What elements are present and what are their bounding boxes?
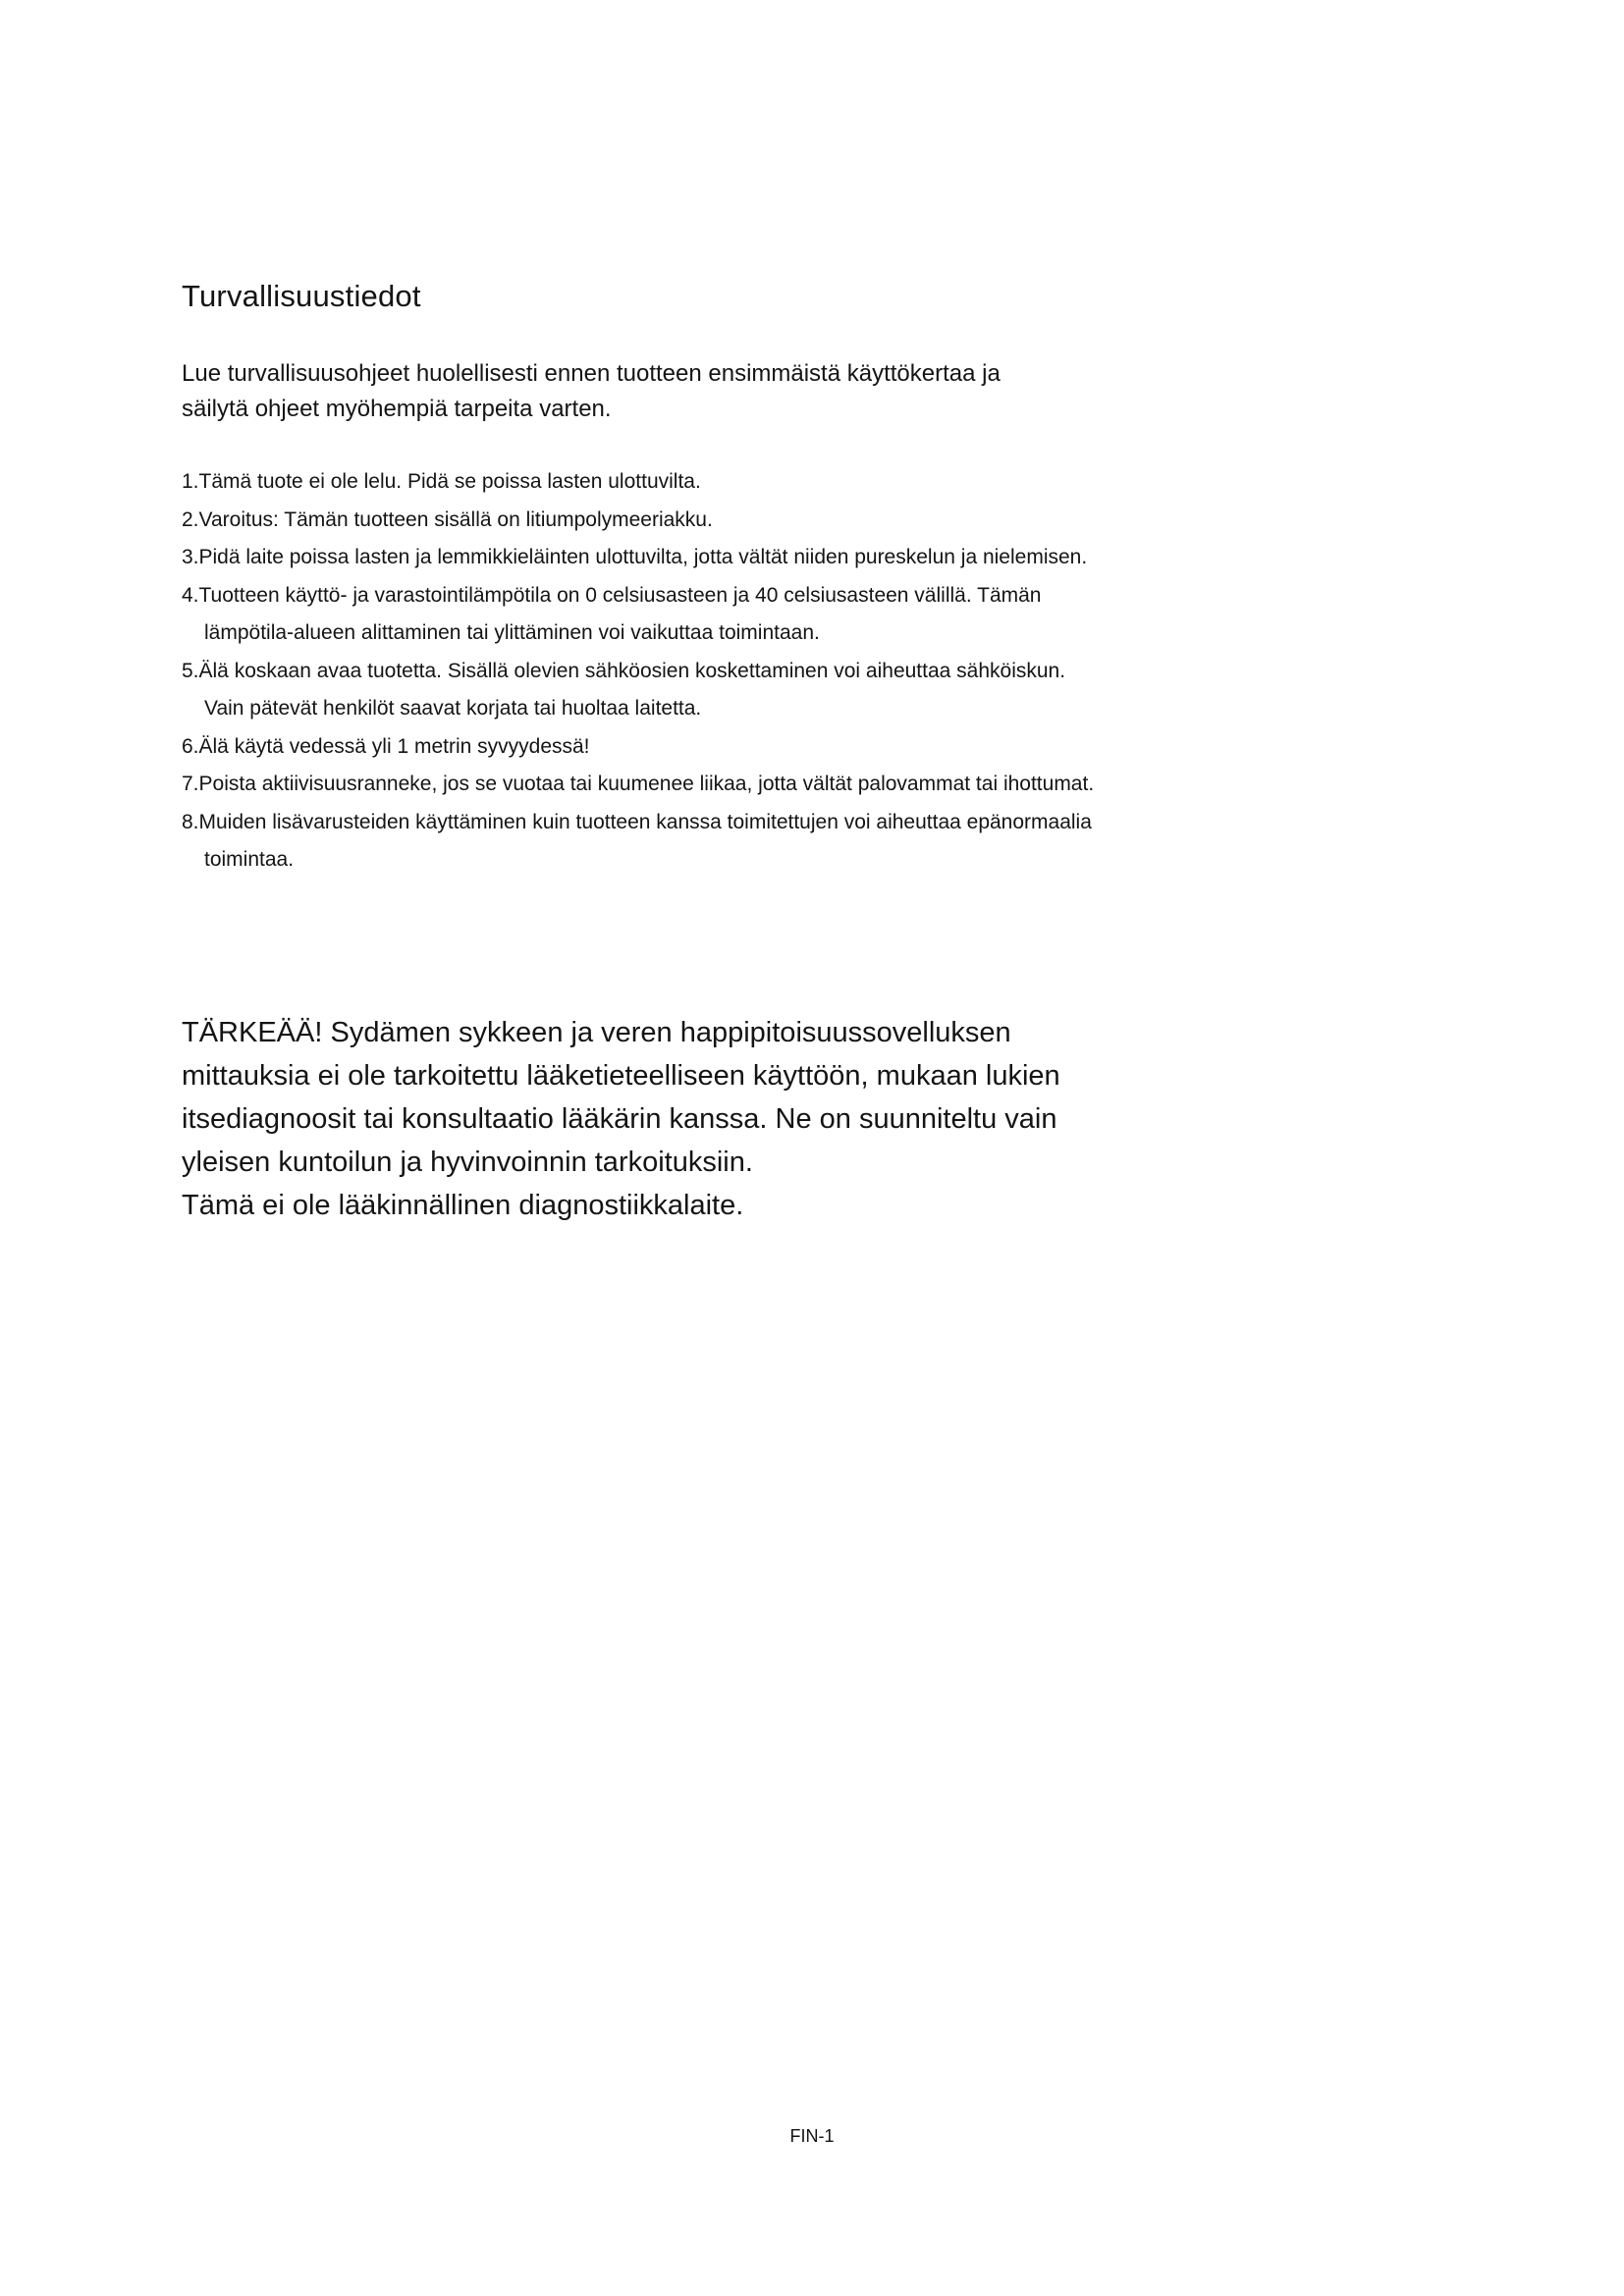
safety-item-3: 3.Pidä laite poissa lasten ja lemmikkieläinten ulottuvilta, jotta vältät niiden pureskelun ja nielemisen. <box>182 546 1088 568</box>
safety-item-1: 1.Tämä tuote ei ole lelu. Pidä se poissa lasten ulottuvilta. <box>182 470 701 493</box>
safety-item-6: 6.Älä käytä vedessä yli 1 metrin syvyydessä! <box>182 734 590 758</box>
page-footer <box>0 2126 1624 2147</box>
safety-item-4: 4.Tuotteen käyttö- ja varastointilämpötila on 0 celsiusasteen ja 40 celsiusasteen välillä. Tämän <box>182 583 1042 607</box>
important-line-2: mittauksia ei ole tarkoitettu lääketieteelliseen käyttöön, mukaan lukien <box>182 1059 1060 1092</box>
safety-item-5: 5.Älä koskaan avaa tuotetta. Sisällä olevien sähköosien koskettaminen voi aiheuttaa sähköiskun. <box>182 659 1066 682</box>
important-line-3: itsediagnoosit tai konsultaatio lääkärin kanssa. Ne on suunniteltu vain <box>182 1102 1057 1135</box>
safety-item-5-continuation: Vain pätevät henkilöt saavat korjata tai huoltaa laitetta. <box>204 697 702 720</box>
intro-line-2: säilytä ohjeet myöhempiä tarpeita varten. <box>182 396 612 422</box>
safety-item-4-continuation: lämpötila-alueen alittaminen tai ylittäminen voi vaikuttaa toimintaan. <box>204 621 820 644</box>
important-line-5: Tämä ei ole lääkinnällinen diagnostiikkalaite. <box>182 1189 744 1221</box>
safety-list <box>182 463 1458 880</box>
important-notice <box>182 1011 1458 1227</box>
page-title: Turvallisuustiedot <box>182 279 421 313</box>
safety-item-7: 7.Poista aktiivisuusranneke, jos se vuotaa tai kuumenee liikaa, jotta vältät palovammat tai ihottumat. <box>182 773 1095 795</box>
document-page <box>182 0 1458 1227</box>
safety-item-8: 8.Muiden lisävarusteiden käyttäminen kuin tuotteen kanssa toimitettujen voi aiheuttaa epänormaalia <box>182 810 1092 833</box>
safety-item-2: 2.Varoitus: Tämän tuotteen sisällä on litiumpolymeeriakku. <box>182 507 713 531</box>
intro-line-1: Lue turvallisuusohjeet huolellisesti ennen tuotteen ensimmäistä käyttökertaa ja <box>182 360 1001 387</box>
important-line-1: TÄRKEÄÄ! Sydämen sykkeen ja veren happipitoisuussovelluksen <box>182 1016 1011 1048</box>
page-number-label: FIN-1 <box>789 2126 835 2146</box>
intro-paragraph <box>182 356 1458 427</box>
safety-item-8-continuation: toimintaa. <box>204 848 295 871</box>
important-line-4: yleisen kuntoilun ja hyvinvoinnin tarkoituksiin. <box>182 1146 753 1178</box>
